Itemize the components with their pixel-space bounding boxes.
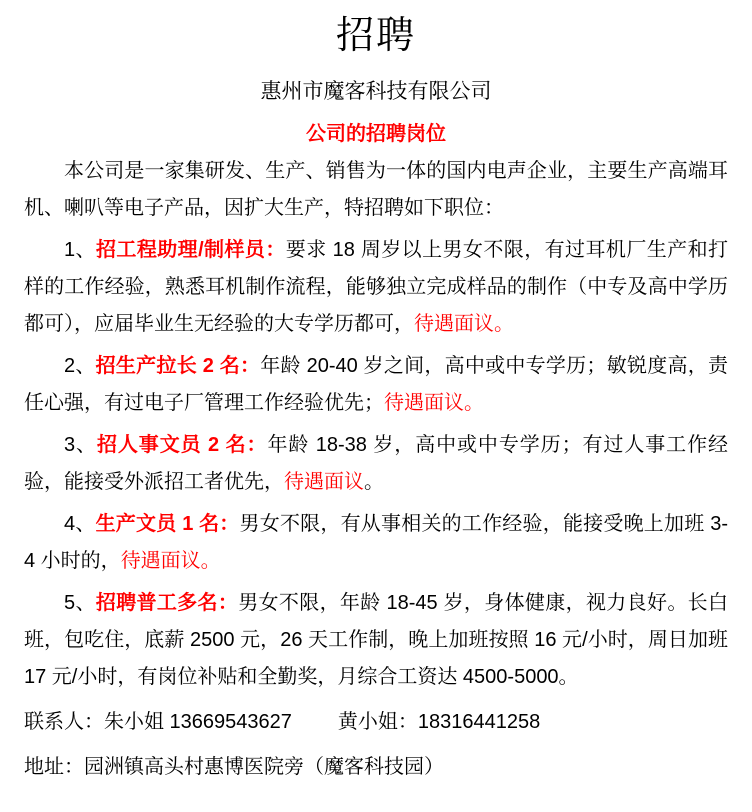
job-description: 要求 18 周岁以上男女不限，有过耳机厂生产和打样的工作经验，熟悉耳机制作流程，能够独立完成样品的制作（中专及高中学历都可），应届毕业生无经验的大专学历都可，	[24, 239, 729, 335]
job-title: 招聘普工多名：	[95, 592, 239, 614]
section-heading: 公司的招聘岗位	[306, 123, 446, 145]
job-number: 5、	[64, 592, 96, 614]
job-item-5	[24, 585, 728, 696]
page-title: 招聘	[335, 15, 416, 57]
job-description: 男女不限，有从事相关的工作经验，能接受晚上加班 3-4 小时的，	[24, 513, 728, 572]
sentence-end: 。	[364, 471, 384, 493]
job-item-4	[24, 506, 728, 580]
contact-person-1: 朱小姐 13669543627	[104, 711, 292, 733]
job-number: 2、	[64, 355, 96, 377]
job-description: 年龄 18-38 岁，高中或中专学历；有过人事工作经验，能接受外派招工者优先，	[24, 434, 728, 493]
job-title: 生产文员 1 名：	[95, 513, 240, 535]
job-number: 3、	[64, 434, 97, 456]
job-number: 4、	[64, 513, 96, 535]
address-line: 地址：园洲镇高头村惠博医院旁（魔客科技园）	[24, 756, 444, 778]
job-title: 招人事文员 2 名：	[96, 434, 268, 456]
salary-note: 待遇面议。	[414, 313, 514, 335]
contact-person-2: 黄小姐：18316441258	[337, 711, 541, 733]
contact-label: 联系人：	[24, 711, 104, 733]
job-number: 1、	[64, 239, 96, 261]
job-description: 男女不限，年龄 18-45 岁，身体健康，视力良好。长白班，包吃住，底薪 2500 元，26 天工作制，晚上加班按照 16 元/小时，周日加班 17 元/小时，有岗位补贴和全勤奖，月综合工资达 4500-5000。	[24, 592, 729, 688]
intro-paragraph: 本公司是一家集研发、生产、销售为一体的国内电声企业，主要生产高端耳机、喇叭等电子产品，因扩大生产，特招聘如下职位：	[24, 160, 728, 219]
job-item-2	[24, 348, 728, 422]
salary-note: 待遇面议	[284, 471, 364, 493]
contact-line	[24, 704, 728, 741]
job-item-1	[24, 232, 728, 343]
job-title: 招工程助理/制样员：	[95, 239, 286, 261]
job-title: 招生产拉长 2 名：	[95, 355, 261, 377]
salary-note: 待遇面议。	[384, 392, 484, 414]
job-description: 年龄 20-40 岁之间，高中或中专学历；敏锐度高，责任心强，有过电子厂管理工作经验优先；	[24, 355, 729, 414]
job-item-3	[24, 427, 728, 501]
company-name: 惠州市魔客科技有限公司	[260, 80, 492, 103]
salary-note: 待遇面议。	[120, 550, 221, 572]
